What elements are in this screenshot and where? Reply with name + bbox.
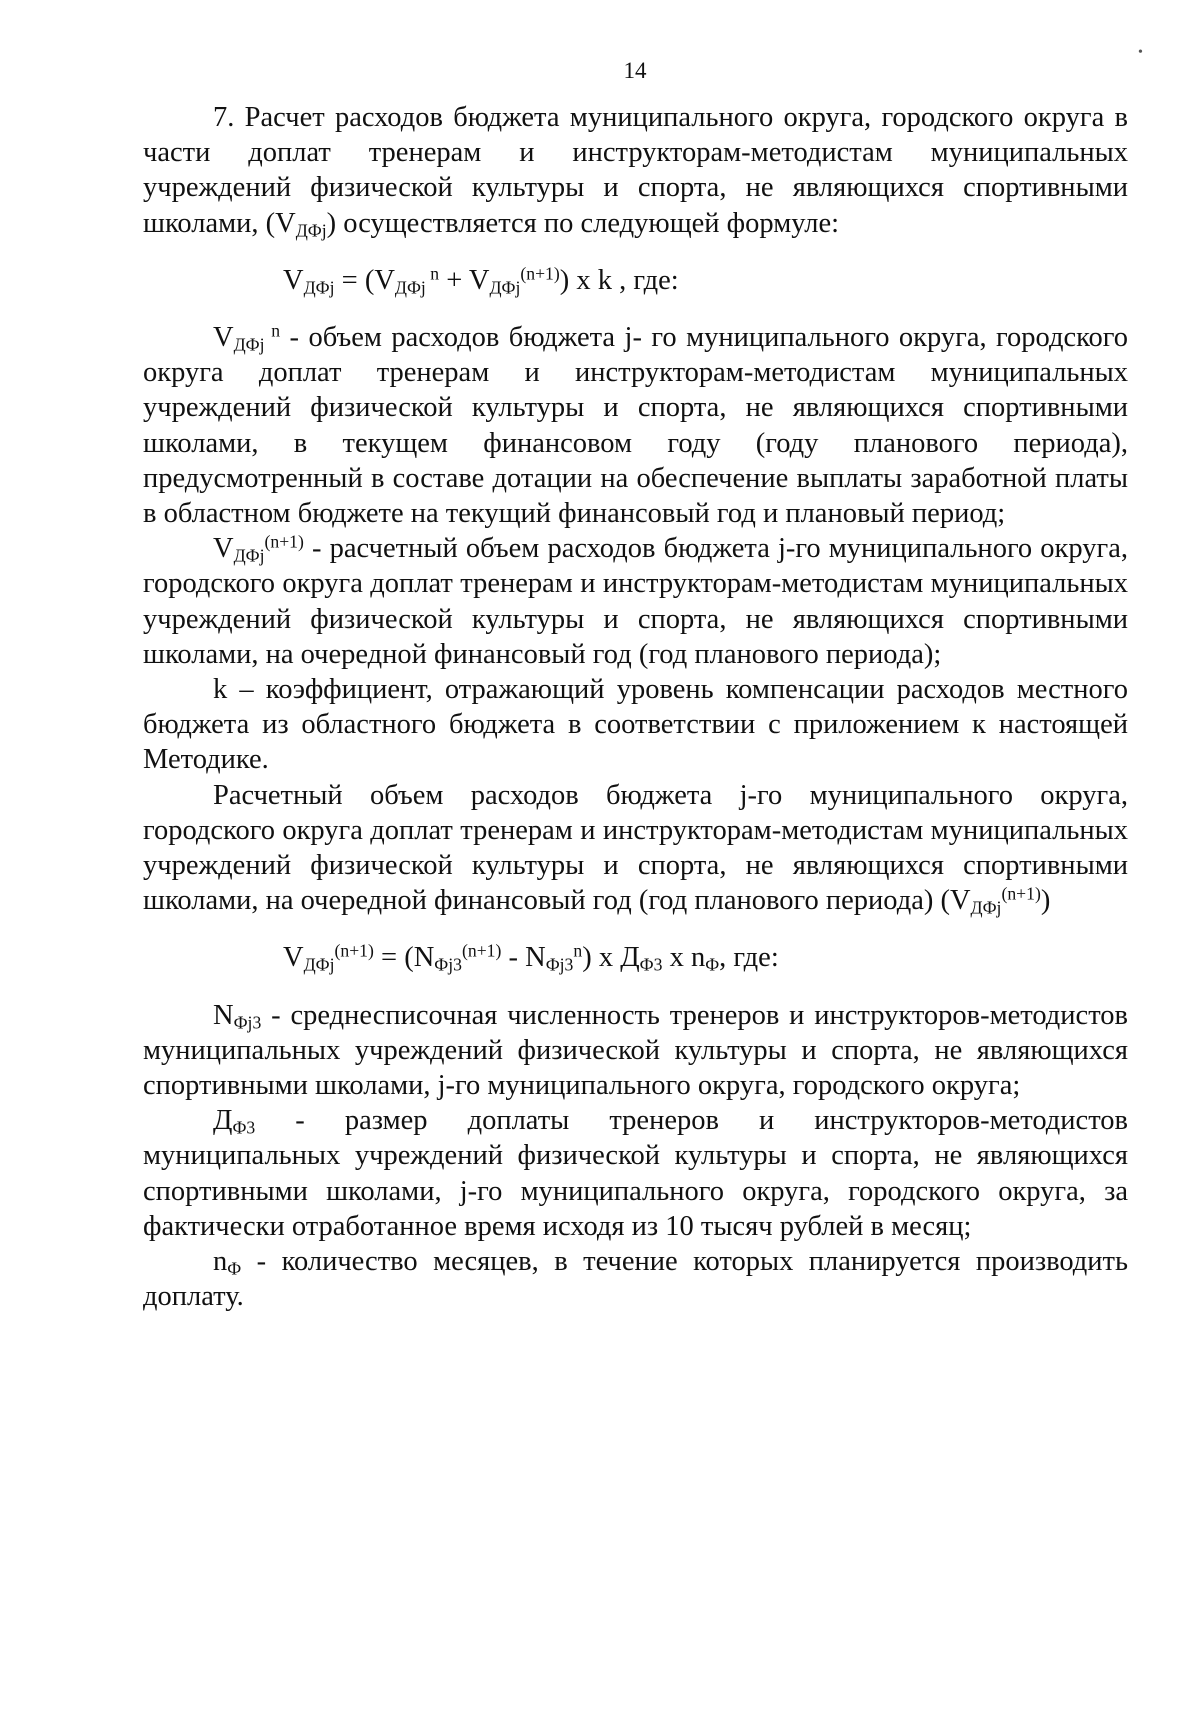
intro-paragraph: 7. Расчет расходов бюджета муниципального округа, городского округа в части доплат тренерам и инструкторам-методистам муниципальных учреждений физической культуры и спорта, не являющихся спортивными школами, $(V_{ДФj})$ осуществляется по следующей формуле: bbox=[143, 102, 1128, 241]
definition-months: $n_Ф$ - количество месяцев, в течение которых планируется производить доплату. bbox=[143, 1246, 1128, 1313]
definition-current-year: $V_{ДФj}$ $^n$ - объем расходов бюджета j- го муниципального округа, городского округа доплат тренерам и инструкторам-методистам муниципальных учреждений физической культуры и спорта, не являющихся спортивными школами, в текущем финансовом году (году планового периода), предусмотренный в составе дотации на обеспечение выплаты заработной платы в областном бюджете на текущий финансовый год и плановый период; bbox=[143, 320, 1128, 530]
stray-mark: • bbox=[1138, 45, 1143, 60]
formula-total: $V_{ДФj} = (V_{ДФj}$ $^n + V_{ДФj}^{(n+1)}$) x k , где: bbox=[283, 263, 679, 298]
definition-headcount: $N_{Фj3}$ - среднесписочная численность тренеров и инструкторов-методистов муниципальных учреждений физической культуры и спорта, не являющихся спортивными школами, j-го муниципального округа, городского округа; bbox=[143, 999, 1128, 1102]
definition-coefficient: k – коэффициент, отражающий уровень компенсации расходов местного бюджета из областного бюджета в соответствии с приложением к настоящей Методике. bbox=[143, 674, 1128, 776]
definition-allowance: $Д_{Ф3}$ - размер доплаты тренеров и инструкторов-методистов муниципальных учреждений физической культуры и спорта, не являющихся спортивными школами, j-го муниципального округа, городского округа, за фактически отработанное время исходя из 10 тысяч рублей в месяц; bbox=[143, 1105, 1128, 1242]
definition-next-year: $V_{ДФj}^{(n+1)}$ - расчетный объем расходов бюджета j-го муниципального округа, городского округа доплат тренерам и инструкторам-методистам муниципальных учреждений физической культуры и спорта, не являющихся спортивными школами, на очередной финансовый год (год планового периода); bbox=[143, 531, 1128, 670]
formula-next-year: $V_{ДФj}^{(n+1)} = (N_{Фj3}^{(n+1)} - N_{Фj3}^n)$ x $Д_{Ф3}$ x $n_Ф$, где: bbox=[283, 940, 779, 975]
document-body bbox=[143, 100, 1128, 1315]
estimate-paragraph: Расчетный объем расходов бюджета j-го муниципального округа, городского округа доплат тренерам и инструкторам-методистам муниципальных учреждений физической культуры и спорта, не являющихся спортивными школами, на очередной финансовый год (год планового периода) $(V_{ДФj}^{(n+1)})$ bbox=[143, 779, 1128, 918]
page-number: 14 bbox=[623, 58, 647, 83]
